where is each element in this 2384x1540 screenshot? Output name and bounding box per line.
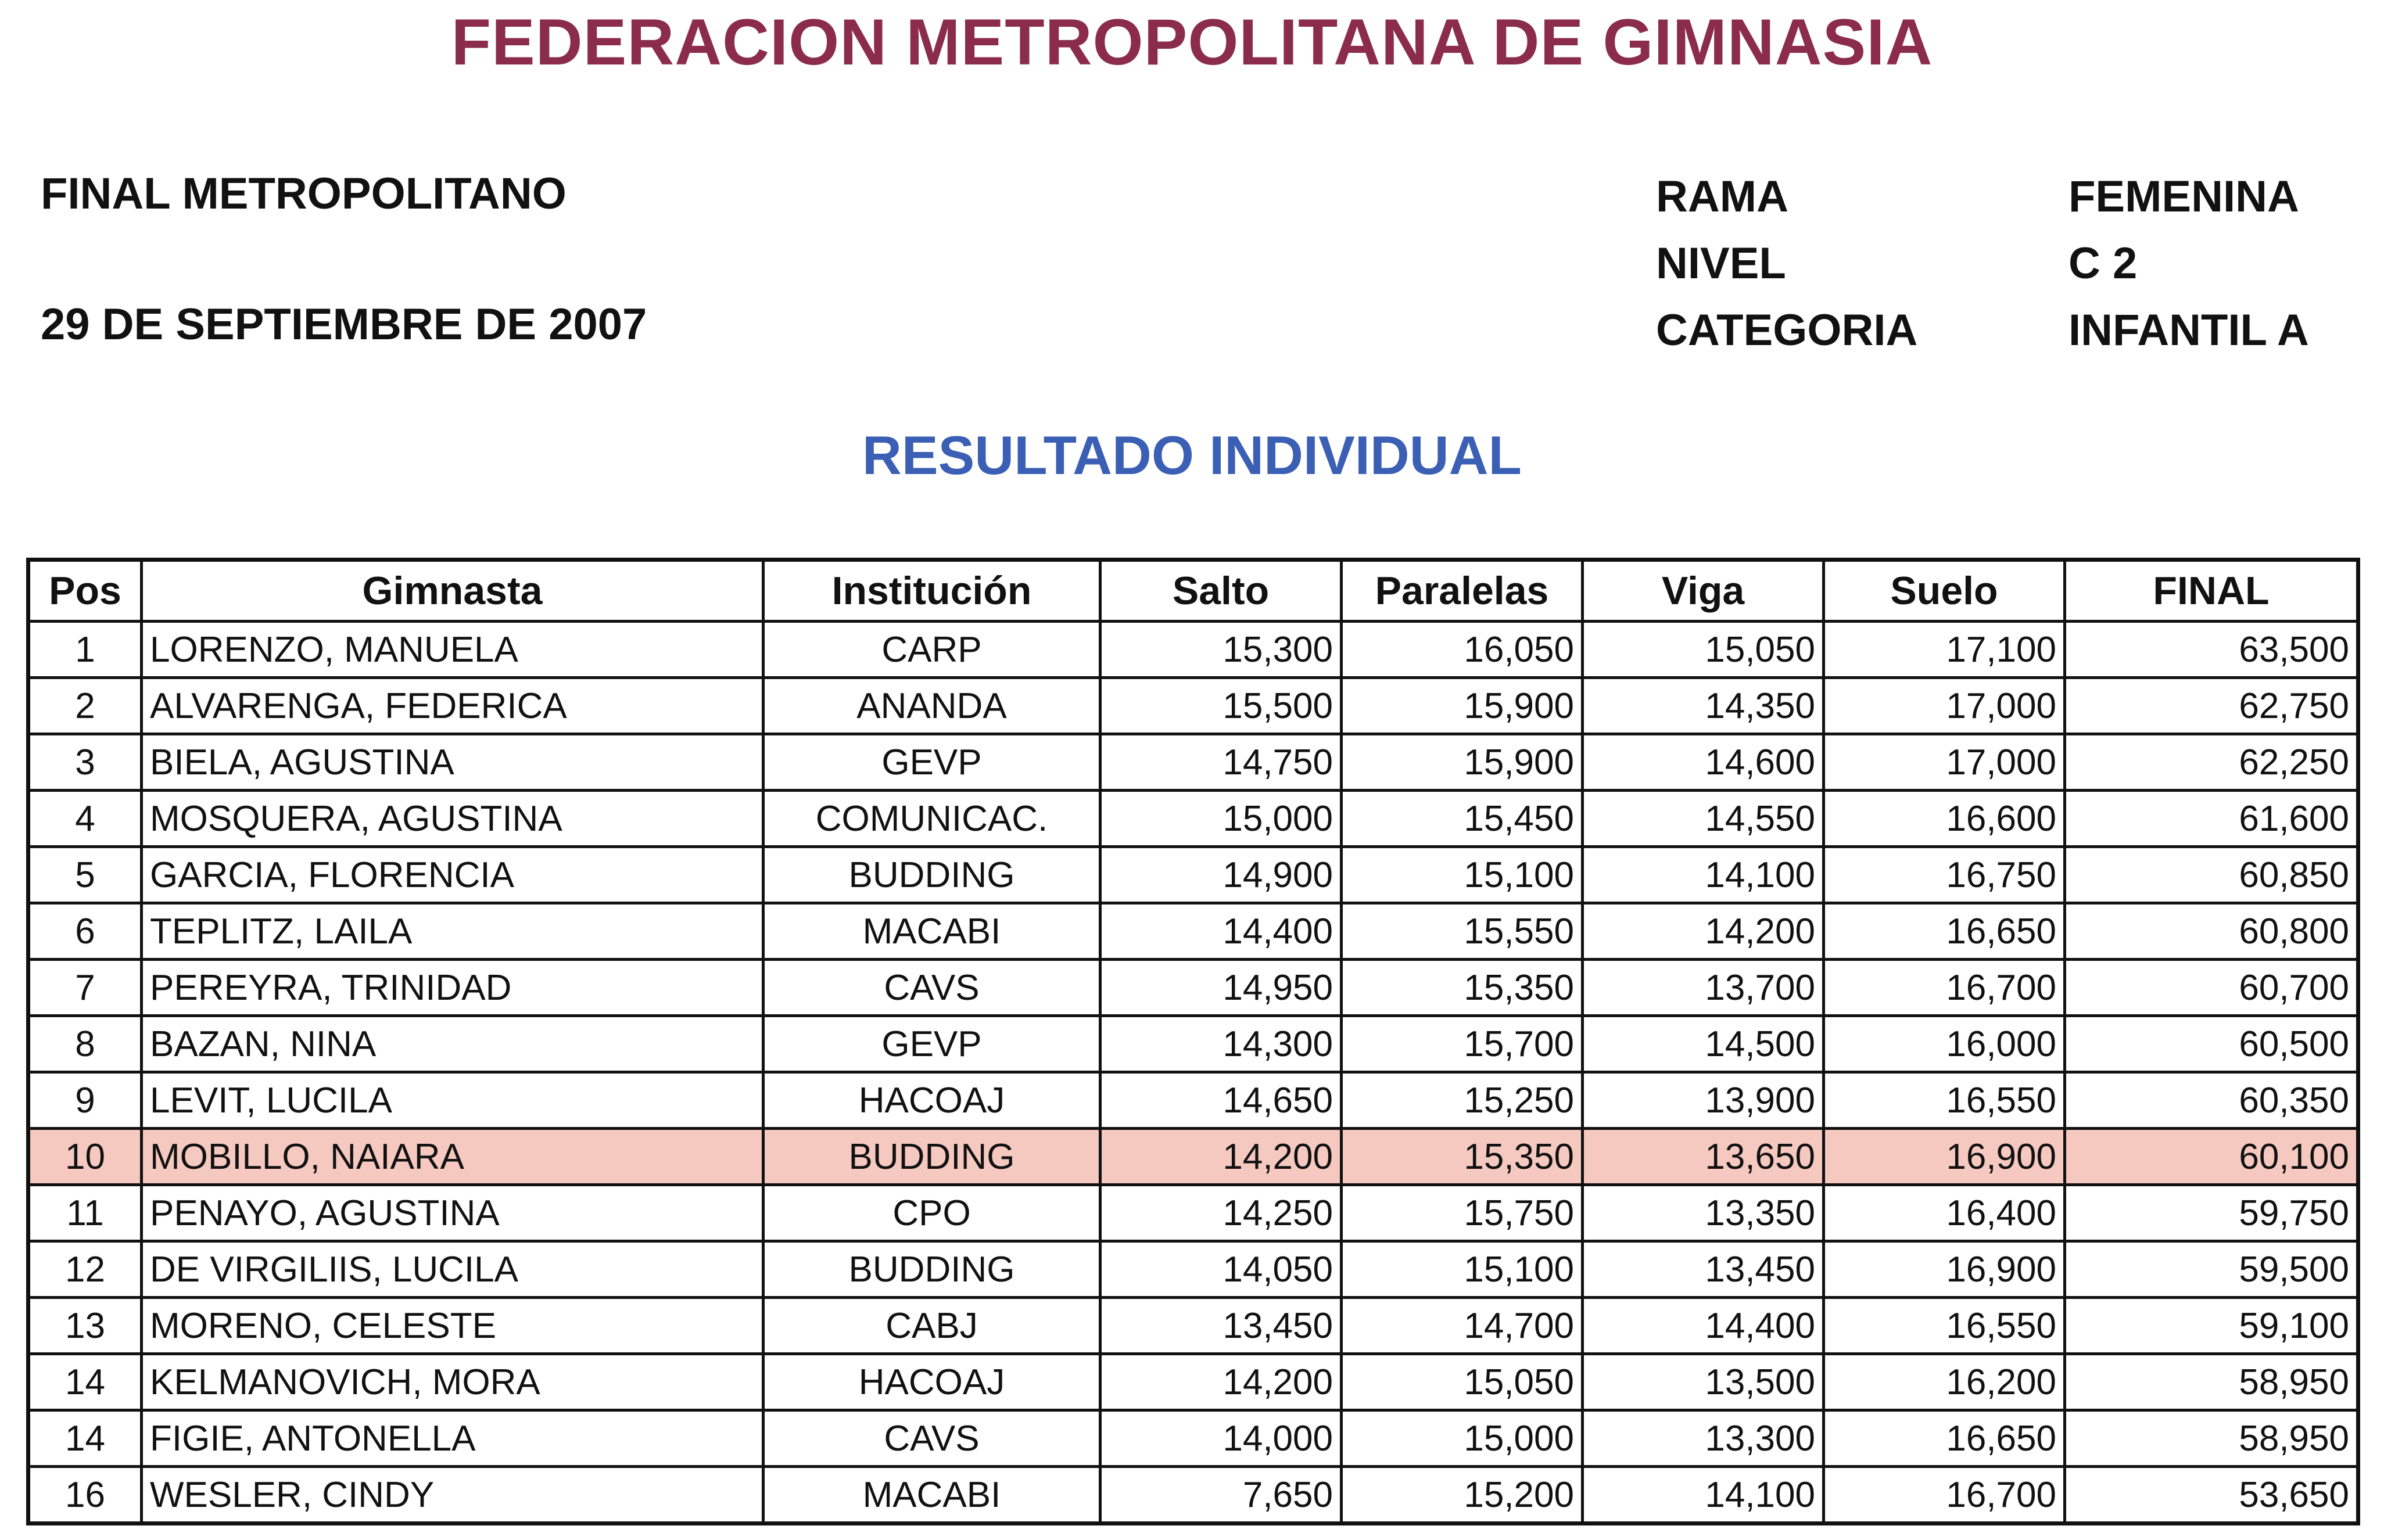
cell-salto: 15,300 [1100,622,1342,678]
cell-final: 60,500 [2065,1016,2358,1072]
cell-institucion: GEVP [763,1016,1100,1072]
cell-gimnasta: LEVIT, LUCILA [142,1072,763,1129]
cell-pos: 13 [28,1298,142,1354]
cell-institucion: CABJ [763,1298,1100,1354]
cell-paralelas: 15,750 [1342,1185,1583,1241]
cell-gimnasta: ALVARENGA, FEDERICA [142,678,763,734]
rama-label: RAMA [1656,172,1788,221]
column-header-gimnasta: Gimnasta [142,560,763,622]
cell-pos: 1 [28,622,142,678]
event-name: FINAL METROPOLITANO [41,169,567,218]
cell-paralelas: 15,100 [1342,1241,1583,1298]
cell-pos: 6 [28,903,142,960]
table-row [28,1129,2358,1185]
column-header-final: FINAL [2065,560,2358,622]
table-row [28,734,2358,791]
cell-gimnasta: PENAYO, AGUSTINA [142,1185,763,1241]
cell-suelo: 16,900 [1824,1129,2065,1185]
cell-pos: 14 [28,1410,142,1467]
cell-viga: 13,350 [1583,1185,1824,1241]
cell-gimnasta: TEPLITZ, LAILA [142,903,763,960]
cell-viga: 13,500 [1583,1354,1824,1410]
cell-gimnasta: MOSQUERA, AGUSTINA [142,791,763,847]
cell-paralelas: 15,700 [1342,1016,1583,1072]
table-row [28,678,2358,734]
table-row [28,1410,2358,1467]
cell-viga: 14,100 [1583,847,1824,903]
federation-title: FEDERACION METROPOLITANA DE GIMNASIA [451,6,1933,78]
cell-gimnasta: PEREYRA, TRINIDAD [142,960,763,1016]
cell-viga: 14,200 [1583,903,1824,960]
cell-pos: 10 [28,1129,142,1185]
cell-salto: 13,450 [1100,1298,1342,1354]
cell-pos: 4 [28,791,142,847]
cell-gimnasta: FIGIE, ANTONELLA [142,1410,763,1467]
cell-final: 58,950 [2065,1410,2358,1467]
table-header-row [28,560,2358,622]
cell-institucion: ANANDA [763,678,1100,734]
cell-viga: 14,500 [1583,1016,1824,1072]
cell-viga: 13,900 [1583,1072,1824,1129]
cell-final: 62,250 [2065,734,2358,791]
cell-institucion: BUDDING [763,847,1100,903]
cell-suelo: 16,600 [1824,791,2065,847]
cell-pos: 7 [28,960,142,1016]
cell-paralelas: 15,050 [1342,1354,1583,1410]
cell-salto: 14,050 [1100,1241,1342,1298]
cell-institucion: MACABI [763,903,1100,960]
table-row [28,1354,2358,1410]
cell-paralelas: 15,900 [1342,678,1583,734]
cell-institucion: MACABI [763,1467,1100,1524]
cell-gimnasta: BAZAN, NINA [142,1016,763,1072]
cell-final: 60,800 [2065,903,2358,960]
cell-salto: 15,500 [1100,678,1342,734]
cell-suelo: 16,750 [1824,847,2065,903]
nivel-value: C 2 [2068,239,2138,288]
cell-pos: 8 [28,1016,142,1072]
cell-gimnasta: GARCIA, FLORENCIA [142,847,763,903]
cell-final: 60,100 [2065,1129,2358,1185]
cell-institucion: HACOAJ [763,1072,1100,1129]
column-header-salto: Salto [1100,560,1342,622]
cell-suelo: 17,000 [1824,678,2065,734]
column-header-suelo: Suelo [1824,560,2065,622]
table-row [28,1467,2358,1524]
column-header-paralelas: Paralelas [1342,560,1583,622]
categoria-label: CATEGORIA [1656,306,1918,355]
cell-institucion: BUDDING [763,1241,1100,1298]
cell-suelo: 16,650 [1824,903,2065,960]
cell-pos: 5 [28,847,142,903]
table-row [28,1241,2358,1298]
cell-pos: 12 [28,1241,142,1298]
cell-paralelas: 14,700 [1342,1298,1583,1354]
cell-final: 63,500 [2065,622,2358,678]
cell-salto: 14,000 [1100,1410,1342,1467]
cell-paralelas: 15,100 [1342,847,1583,903]
cell-institucion: COMUNICAC. [763,791,1100,847]
results-table [26,558,2360,1525]
cell-pos: 9 [28,1072,142,1129]
column-header-institucion: Institución [763,560,1100,622]
cell-final: 60,700 [2065,960,2358,1016]
cell-paralelas: 15,000 [1342,1410,1583,1467]
cell-pos: 2 [28,678,142,734]
cell-suelo: 16,550 [1824,1072,2065,1129]
cell-final: 59,750 [2065,1185,2358,1241]
table-row [28,960,2358,1016]
cell-gimnasta: MORENO, CELESTE [142,1298,763,1354]
table-row [28,847,2358,903]
cell-paralelas: 15,350 [1342,1129,1583,1185]
results-subtitle: RESULTADO INDIVIDUAL [862,425,1522,486]
cell-final: 58,950 [2065,1354,2358,1410]
cell-institucion: GEVP [763,734,1100,791]
cell-suelo: 16,550 [1824,1298,2065,1354]
table-row [28,1298,2358,1354]
cell-suelo: 16,700 [1824,960,2065,1016]
cell-salto: 14,750 [1100,734,1342,791]
cell-paralelas: 15,200 [1342,1467,1583,1524]
cell-institucion: HACOAJ [763,1354,1100,1410]
cell-institucion: CAVS [763,1410,1100,1467]
cell-paralelas: 15,900 [1342,734,1583,791]
rama-value: FEMENINA [2068,172,2299,221]
cell-pos: 14 [28,1354,142,1410]
cell-viga: 15,050 [1583,622,1824,678]
cell-gimnasta: DE VIRGILIIS, LUCILA [142,1241,763,1298]
cell-institucion: CARP [763,622,1100,678]
nivel-label: NIVEL [1656,239,1786,288]
cell-pos: 3 [28,734,142,791]
cell-viga: 14,400 [1583,1298,1824,1354]
cell-salto: 14,200 [1100,1354,1342,1410]
cell-salto: 14,400 [1100,903,1342,960]
cell-final: 59,100 [2065,1298,2358,1354]
cell-gimnasta: MOBILLO, NAIARA [142,1129,763,1185]
cell-salto: 14,250 [1100,1185,1342,1241]
results-body [28,622,2358,1524]
cell-suelo: 16,200 [1824,1354,2065,1410]
cell-final: 60,350 [2065,1072,2358,1129]
cell-viga: 14,550 [1583,791,1824,847]
table-row [28,1016,2358,1072]
cell-paralelas: 15,250 [1342,1072,1583,1129]
cell-final: 59,500 [2065,1241,2358,1298]
cell-viga: 13,300 [1583,1410,1824,1467]
cell-viga: 13,700 [1583,960,1824,1016]
cell-institucion: CPO [763,1185,1100,1241]
cell-final: 60,850 [2065,847,2358,903]
cell-suelo: 17,000 [1824,734,2065,791]
cell-salto: 14,650 [1100,1072,1342,1129]
cell-final: 62,750 [2065,678,2358,734]
categoria-value: INFANTIL A [2068,306,2309,355]
table-row [28,1185,2358,1241]
cell-institucion: CAVS [763,960,1100,1016]
cell-suelo: 16,700 [1824,1467,2065,1524]
cell-gimnasta: WESLER, CINDY [142,1467,763,1524]
cell-gimnasta: LORENZO, MANUELA [142,622,763,678]
cell-viga: 13,450 [1583,1241,1824,1298]
cell-gimnasta: KELMANOVICH, MORA [142,1354,763,1410]
column-header-viga: Viga [1583,560,1824,622]
cell-suelo: 16,650 [1824,1410,2065,1467]
cell-institucion: BUDDING [763,1129,1100,1185]
cell-viga: 14,600 [1583,734,1824,791]
cell-pos: 11 [28,1185,142,1241]
cell-paralelas: 15,550 [1342,903,1583,960]
cell-salto: 14,900 [1100,847,1342,903]
cell-salto: 15,000 [1100,791,1342,847]
cell-paralelas: 16,050 [1342,622,1583,678]
column-header-pos: Pos [28,560,142,622]
cell-suelo: 16,000 [1824,1016,2065,1072]
cell-gimnasta: BIELA, AGUSTINA [142,734,763,791]
cell-viga: 14,350 [1583,678,1824,734]
cell-salto: 14,300 [1100,1016,1342,1072]
cell-salto: 14,200 [1100,1129,1342,1185]
cell-viga: 14,100 [1583,1467,1824,1524]
cell-viga: 13,650 [1583,1129,1824,1185]
cell-salto: 7,650 [1100,1467,1342,1524]
cell-suelo: 17,100 [1824,622,2065,678]
cell-pos: 16 [28,1467,142,1524]
cell-final: 61,600 [2065,791,2358,847]
cell-suelo: 16,400 [1824,1185,2065,1241]
table-row [28,791,2358,847]
table-row [28,622,2358,678]
table-row [28,903,2358,960]
cell-paralelas: 15,450 [1342,791,1583,847]
cell-suelo: 16,900 [1824,1241,2065,1298]
event-date: 29 DE SEPTIEMBRE DE 2007 [41,300,647,349]
cell-final: 53,650 [2065,1467,2358,1524]
cell-salto: 14,950 [1100,960,1342,1016]
table-row [28,1072,2358,1129]
cell-paralelas: 15,350 [1342,960,1583,1016]
